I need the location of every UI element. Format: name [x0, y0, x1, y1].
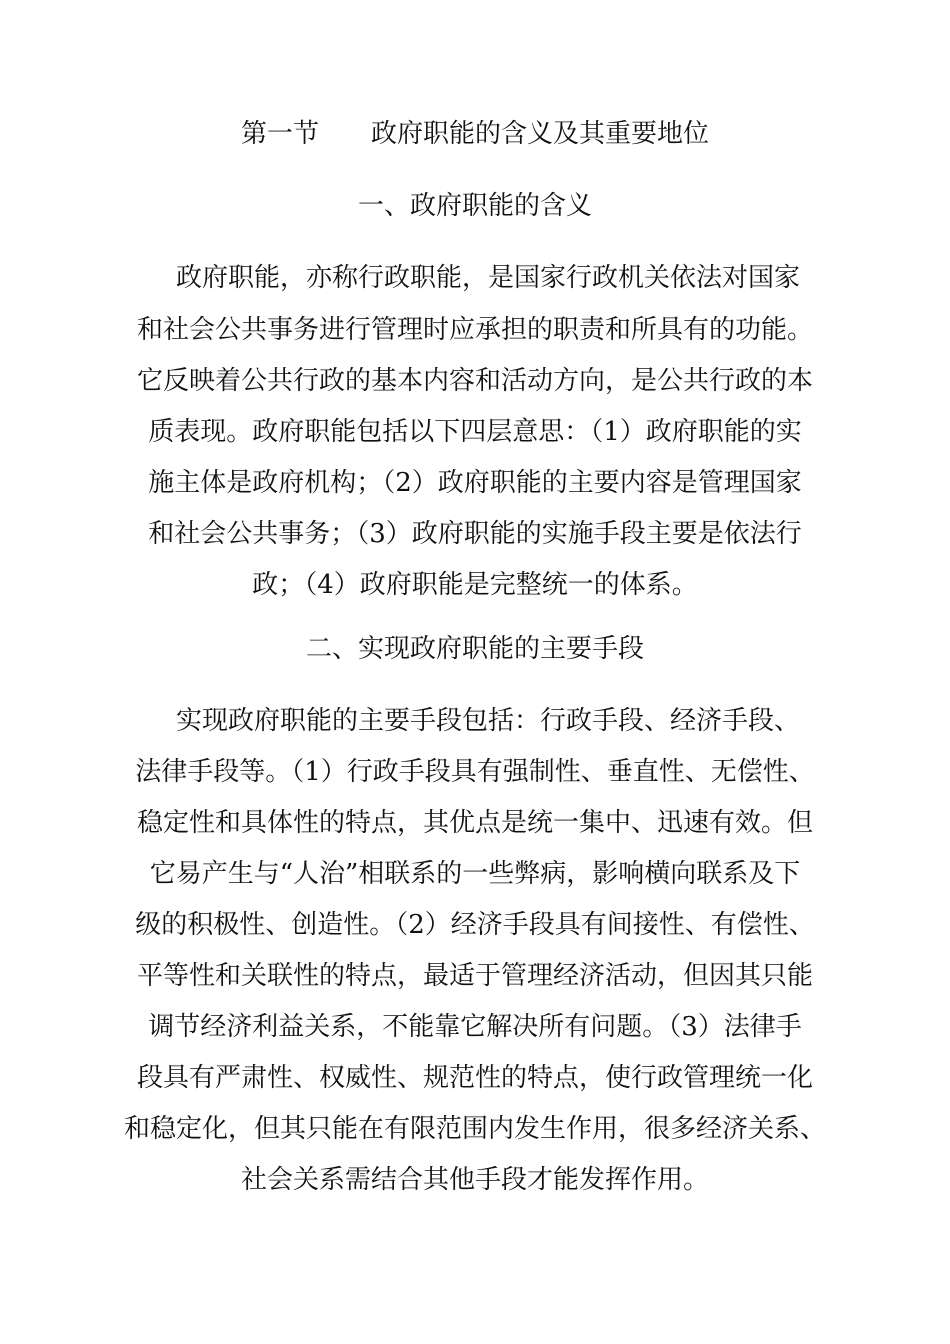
paragraph-2-line-2: 法律手段等。（1）行政手段具有强制性、垂直性、无偿性、: [135, 757, 815, 787]
subsection-heading-1: 一、政府职能的含义: [357, 191, 592, 221]
paragraph-1-line-7: 政；（4）政府职能是完整统一的体系。: [252, 570, 698, 600]
paragraph-1-line-6: 和社会公共事务；（3）政府职能的实施手段主要是依法行: [148, 519, 802, 549]
paragraph-2-line-6: 平等性和关联性的特点，最适于管理经济活动，但因其只能: [136, 961, 813, 991]
paragraph-1-line-2: 和社会公共事务进行管理时应承担的职责和所具有的功能。: [136, 315, 813, 345]
subsection-heading-2: 二、实现政府职能的主要手段: [305, 634, 644, 664]
paragraph-2-line-3: 稳定性和具体性的特点，其优点是统一集中、迅速有效。但: [136, 808, 813, 838]
paragraph-2-line-5: 级的积极性、创造性。（2）经济手段具有间接性、有偿性、: [135, 910, 815, 940]
paragraph-2-line-7: 调节经济利益关系，不能靠它解决所有问题。（3）法律手: [148, 1012, 802, 1042]
paragraph-2-line-8: 段具有严肃性、权威性、规范性的特点，使行政管理统一化: [136, 1063, 813, 1093]
section-title: 第一节 政府职能的含义及其重要地位: [240, 119, 709, 149]
paragraph-1-line-3: 它反映着公共行政的基本内容和活动方向，是公共行政的本: [136, 366, 813, 396]
paragraph-2-line-10: 社会关系需结合其他手段才能发挥作用。: [240, 1165, 709, 1195]
paragraph-2-line-1: 实现政府职能的主要手段包括：行政手段、经济手段、: [149, 706, 800, 736]
paragraph-1-line-1: 政府职能，亦称行政职能，是国家行政机关依法对国家: [149, 263, 800, 293]
paragraph-1-line-5: 施主体是政府机构；（2）政府职能的主要内容是管理国家: [148, 468, 802, 498]
paragraph-2-line-4: 它易产生与“人治”相联系的一些弊病，影响横向联系及下: [149, 859, 801, 889]
paragraph-2-line-9: 和稳定化，但其只能在有限范围内发生作用，很多经济关系、: [123, 1114, 826, 1144]
paragraph-1-line-4: 质表现。政府职能包括以下四层意思：（1）政府职能的实: [148, 417, 802, 447]
